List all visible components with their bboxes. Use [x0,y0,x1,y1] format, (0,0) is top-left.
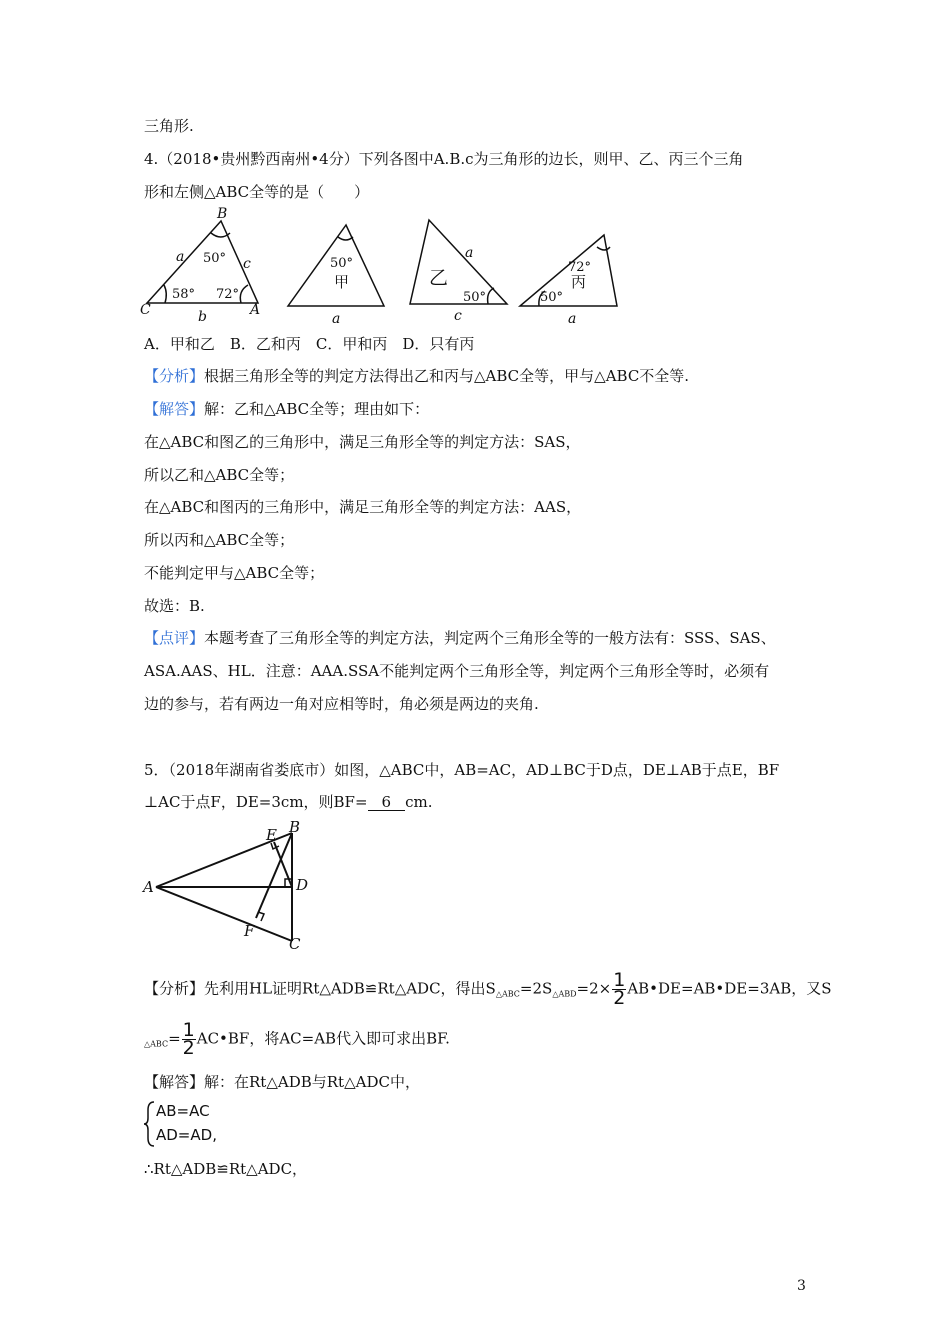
jia-side-label: a [332,311,341,325]
side-a-label: a [176,249,185,265]
solution-line: 在△ABC和图乙的三角形中，满足三角形全等的判定方法：SAS， [144,433,581,451]
jia-angle-label: 50° [330,256,354,271]
analysis5-line1: 【分析】先利用HL证明Rt△ADB≌Rt△ADC，得出$S_{\triangle ABC}=2S_{\triangle ABD}=2\times$ $\frac{1}{2}$ AB•DE=AB•DE=3AB，又S [144,969,832,1009]
comment-text: 本题考查了三角形全等的判定方法，判定两个三角形全等的一般方法有：SSS、SAS、 [204,629,776,647]
yi-angle-label: 50° [463,290,487,305]
side-c-label: c [243,256,251,272]
solution-line: 在△ABC和图丙的三角形中，满足三角形全等的判定方法：AAS， [144,498,582,516]
angle-C-label: 58° [172,287,196,302]
question-4-line2: 形和左侧△ABC全等的是（ ） [144,183,370,201]
brace-icon [144,1100,156,1148]
jia-name: 甲 [334,273,350,291]
therefore-line: ∴Rt△ADB≌Rt△ADC， [144,1160,308,1178]
bing-angle2-label: 50° [540,290,564,305]
comment-tag: 【点评】 [144,629,205,647]
question-4-line1: 4.（2018•贵州黔西南州•4分）下列各图中A.B.c为三角形的边长，则甲、乙、丙三个三角 [144,150,744,168]
answer-tag: 【解答】 [144,400,205,418]
point-B-label: B [289,818,301,836]
equation-system [144,1100,217,1150]
geometry-figure [140,815,320,955]
text-line: 三角形. [144,117,194,135]
yi-name: 乙 [429,267,449,289]
comment-line: ASA.AAS、HL．注意：AAA.SSA不能判定两个三角形全等，判定两个三角形全等时，必须有 [144,662,770,680]
point-C-label: C [289,935,301,953]
question-5-line2: ⊥AC于点F，DE=3cm，则BF= 6 cm. [144,793,433,811]
answer5-line: 【解答】解：在Rt△ADB与Rt△ADC中， [144,1073,420,1091]
question-5-line1: 5．（2018年湖南省娄底市）如图，△ABC中，AB=AC，AD⊥BC于D点，DE⊥AB于点E，BF [144,761,780,779]
bing-side-label: a [568,311,577,325]
system-eq2: AD=AD, [156,1126,217,1144]
answer-blank: 6 [368,794,406,811]
angle-A-label: 72° [216,287,240,302]
vertex-A-label: A [250,302,261,318]
point-E-label: E [266,826,277,844]
page-number: 3 [797,1278,806,1294]
analysis5-line2: $_{\triangle ABC}$= $\frac{1}{2}$ AC•BF，将AC=AB代入即可求出BF. [144,1019,450,1059]
solution-line: 故选：B. [144,597,205,615]
answer-text: 解：乙和△ABC全等；理由如下： [204,400,430,418]
point-A-label: A [143,878,154,896]
bing-name: 丙 [571,273,587,291]
analysis-text: 根据三角形全等的判定方法得出乙和丙与△ABC全等，甲与△ABC不全等. [204,367,690,385]
analysis-tag: 【分析】 [144,367,205,385]
triangles-figure [140,205,630,325]
comment-line [144,628,776,648]
solution-line: 不能判定甲与△ABC全等； [144,564,325,582]
analysis-line [144,366,689,386]
solution-line: 所以丙和△ABC全等； [144,531,295,549]
answer-line [144,399,429,419]
bing-angle1-label: 72° [568,260,592,275]
point-D-label: D [296,876,309,894]
vertex-B-label: B [217,206,228,222]
yi-side-c-label: c [454,308,462,324]
solution-line: 所以乙和△ABC全等； [144,466,295,484]
fraction-one-half: $\frac{1}{2}$ [613,969,626,1009]
side-b-label: b [198,309,207,325]
fraction-one-half: $\frac{1}{2}$ [182,1019,195,1059]
point-F-label: F [244,922,255,940]
yi-side-a-label: a [465,245,474,261]
comment-line: 边的参与，若有两边一角对应相等时，角必须是两边的夹角. [144,695,539,713]
system-eq1: AB=AC [156,1102,210,1120]
options-line: A．甲和乙 B．乙和丙 C．甲和丙 D．只有丙 [144,335,475,353]
angle-B-label: 50° [203,251,227,266]
vertex-C-label: C [140,302,151,318]
